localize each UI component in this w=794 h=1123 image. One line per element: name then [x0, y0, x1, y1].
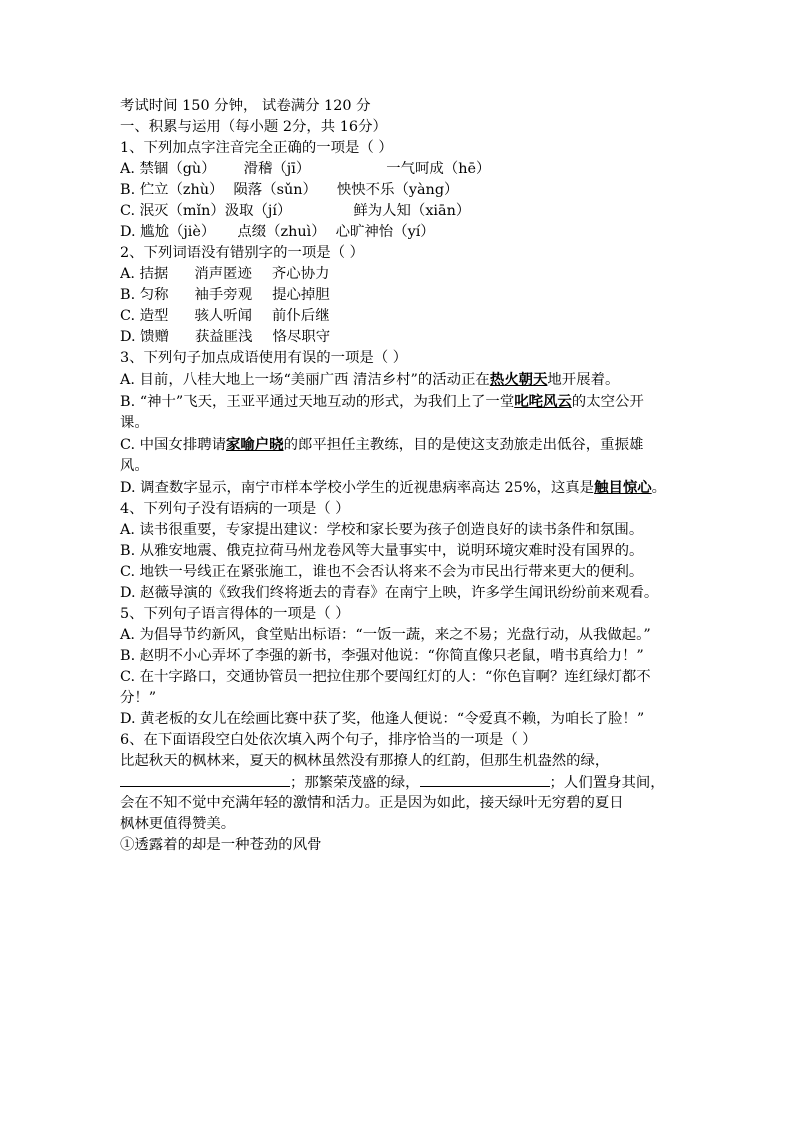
q2-option-b — [120, 285, 672, 306]
q1-b-3: 怏怏不乐（yàng） — [336, 182, 459, 198]
q1-d-1: D. 尴尬（jiè） — [120, 224, 216, 240]
q2-c-3: 前仆后继 — [272, 308, 330, 324]
q3-a-text: A. 目前，八桂大地上一场“美丽广西 清洁乡村”的活动正在 — [120, 372, 490, 388]
q6-passage-line-1: 比起秋天的枫林来，夏天的枫林虽然没有那撩人的红韵，但那生机盎然的绿， — [120, 753, 610, 769]
q1-option-a — [120, 159, 672, 180]
q3-d-text: D. 调查数字显示，南宁市样本学校小学生的近视患病率高达 25%，这真是 — [120, 480, 595, 496]
q1-b-2: 陨落（sǔn） — [233, 182, 317, 198]
q6-stem: 6、在下面语段空白处依次填入两个句子，排序恰当的一项是（ ） — [120, 732, 537, 748]
q3-b-text-end: 的太空公开课。 — [120, 394, 644, 431]
q1-option-c — [120, 201, 672, 222]
q2-option-c — [120, 306, 672, 327]
q3-option-c — [120, 434, 672, 477]
q1-c-1: C. 泯灭（mǐn）汲取（jí） — [120, 203, 292, 219]
q4-option-d: D. 赵薇导演的《致我们终将逝去的青春》在南宁上映，许多学生闻讯纷纷前来观看。 — [120, 585, 659, 601]
q6-passage-line-2 — [120, 772, 672, 793]
q2-a-2: 消声匿迹 — [194, 266, 252, 282]
q6-passage-line-3: 会在不知不觉中充满年轻的激情和活力。正是因为如此，接天绿叶无穷碧的夏日 — [120, 795, 624, 811]
section-title: 一、积累与运用（每小题 2分，共 16分） — [120, 119, 387, 135]
exam-header: 考试时间 150 分钟， 试卷满分 120 分 — [120, 98, 371, 114]
q3-c-text-end: 的郎平担任主教练，目的是使这支劲旅走出低谷，重振雄风。 — [120, 437, 644, 474]
q3-a-idiom: 热火朝天 — [489, 371, 548, 388]
q3-stem: 3、下列句子加点成语使用有误的一项是（ ） — [120, 350, 408, 366]
q1-d-3: 心旷神怡（yí） — [335, 224, 435, 240]
exam-content — [120, 96, 672, 856]
q1-a-2: 滑稽（jī） — [243, 161, 311, 177]
q2-option-d — [120, 327, 672, 348]
q2-b-1: B. 匀称 — [120, 287, 169, 303]
q3-b-idiom: 叱咤风云 — [514, 393, 572, 410]
q4-option-c: C. 地铁一号线正在紧张施工，谁也不会否认将来不会为市民出行带来更大的便利。 — [120, 564, 644, 580]
q4-option-a: A. 读书很重要，专家提出建议：学校和家长要为孩子创造良好的读书条件和氛围。 — [120, 522, 644, 538]
q3-d-text-end: 。 — [651, 480, 667, 496]
q3-c-text: C. 中国女排聘请 — [120, 437, 226, 453]
q1-option-d — [120, 222, 672, 243]
q5-option-a: A. 为倡导节约新风，食堂贴出标语：“一饭一蔬，来之不易；光盘行动，从我做起。” — [120, 627, 651, 643]
q6-option-1: ①透露着的却是一种苍劲的风骨 — [120, 837, 322, 853]
q2-d-3: 恪尽职守 — [272, 329, 331, 345]
q1-b-1: B. 伫立（zhù） — [120, 182, 224, 198]
q6-text-a: ；那繁荣茂盛的绿， — [290, 775, 420, 791]
q6-blank-1[interactable] — [120, 772, 290, 787]
q3-option-a — [120, 369, 672, 391]
q1-option-b — [120, 180, 672, 201]
q6-text-b: ；人们置身其间， — [549, 775, 665, 791]
q4-stem: 4、下列句子没有语病的一项是（ ） — [120, 501, 350, 517]
q1-a-1: A. 禁锢（gù） — [120, 161, 216, 177]
q5-option-d: D. 黄老板的女儿在绘画比赛中获了奖，他逢人便说：“令爱真不赖，为咱长了脸！” — [120, 711, 645, 727]
q3-d-idiom: 触目惊心 — [594, 479, 652, 496]
q1-c-2: 鲜为人知（xiān） — [353, 203, 471, 219]
q2-d-1: D. 馈赠 — [120, 329, 169, 345]
q3-option-b — [120, 391, 672, 434]
q2-option-a — [120, 264, 672, 285]
q1-a-3: 一气呵成（hē） — [386, 161, 491, 177]
q2-stem: 2、下列词语没有错别字的一项是（ ） — [120, 245, 364, 261]
q6-passage-line-4: 枫林更值得赞美。 — [120, 816, 236, 832]
q2-d-2: 获益匪浅 — [194, 329, 253, 345]
q3-a-text-end: 地开展着。 — [547, 372, 620, 388]
q4-option-b: B. 从雅安地震、俄克拉荷马州龙卷风等大量事实中，说明环境灾难时没有国界的。 — [120, 543, 644, 559]
q2-c-2: 骇人听闻 — [194, 308, 253, 324]
q3-b-text: B. “神十”飞天，王亚平通过天地互动的形式，为我们上了一堂 — [120, 394, 515, 410]
q1-stem: 1、下列加点字注音完全正确的一项是（ ） — [120, 140, 393, 156]
q3-option-d — [120, 477, 672, 499]
q5-stem: 5、下列句子语言得体的一项是（ ） — [120, 606, 350, 622]
q2-b-3: 提心掉胆 — [272, 287, 330, 303]
q2-a-1: A. 拮据 — [120, 266, 169, 282]
q5-option-b: B. 赵明不小心弄坏了李强的新书，李强对他说：“你简直像只老鼠，啃书真给力！” — [120, 648, 644, 664]
q5-option-c: C. 在十字路口，交通协管员一把拉住那个要闯红灯的人：“你色盲啊？连红绿灯都不分！” — [120, 669, 651, 706]
q2-a-3: 齐心协力 — [271, 266, 330, 282]
q6-blank-2[interactable] — [420, 772, 550, 787]
q1-d-2: 点缀（zhuì） — [237, 224, 326, 240]
q2-b-2: 袖手旁观 — [194, 287, 253, 303]
q3-c-idiom: 家喻户晓 — [226, 436, 284, 453]
q2-c-1: C. 造型 — [120, 308, 169, 324]
